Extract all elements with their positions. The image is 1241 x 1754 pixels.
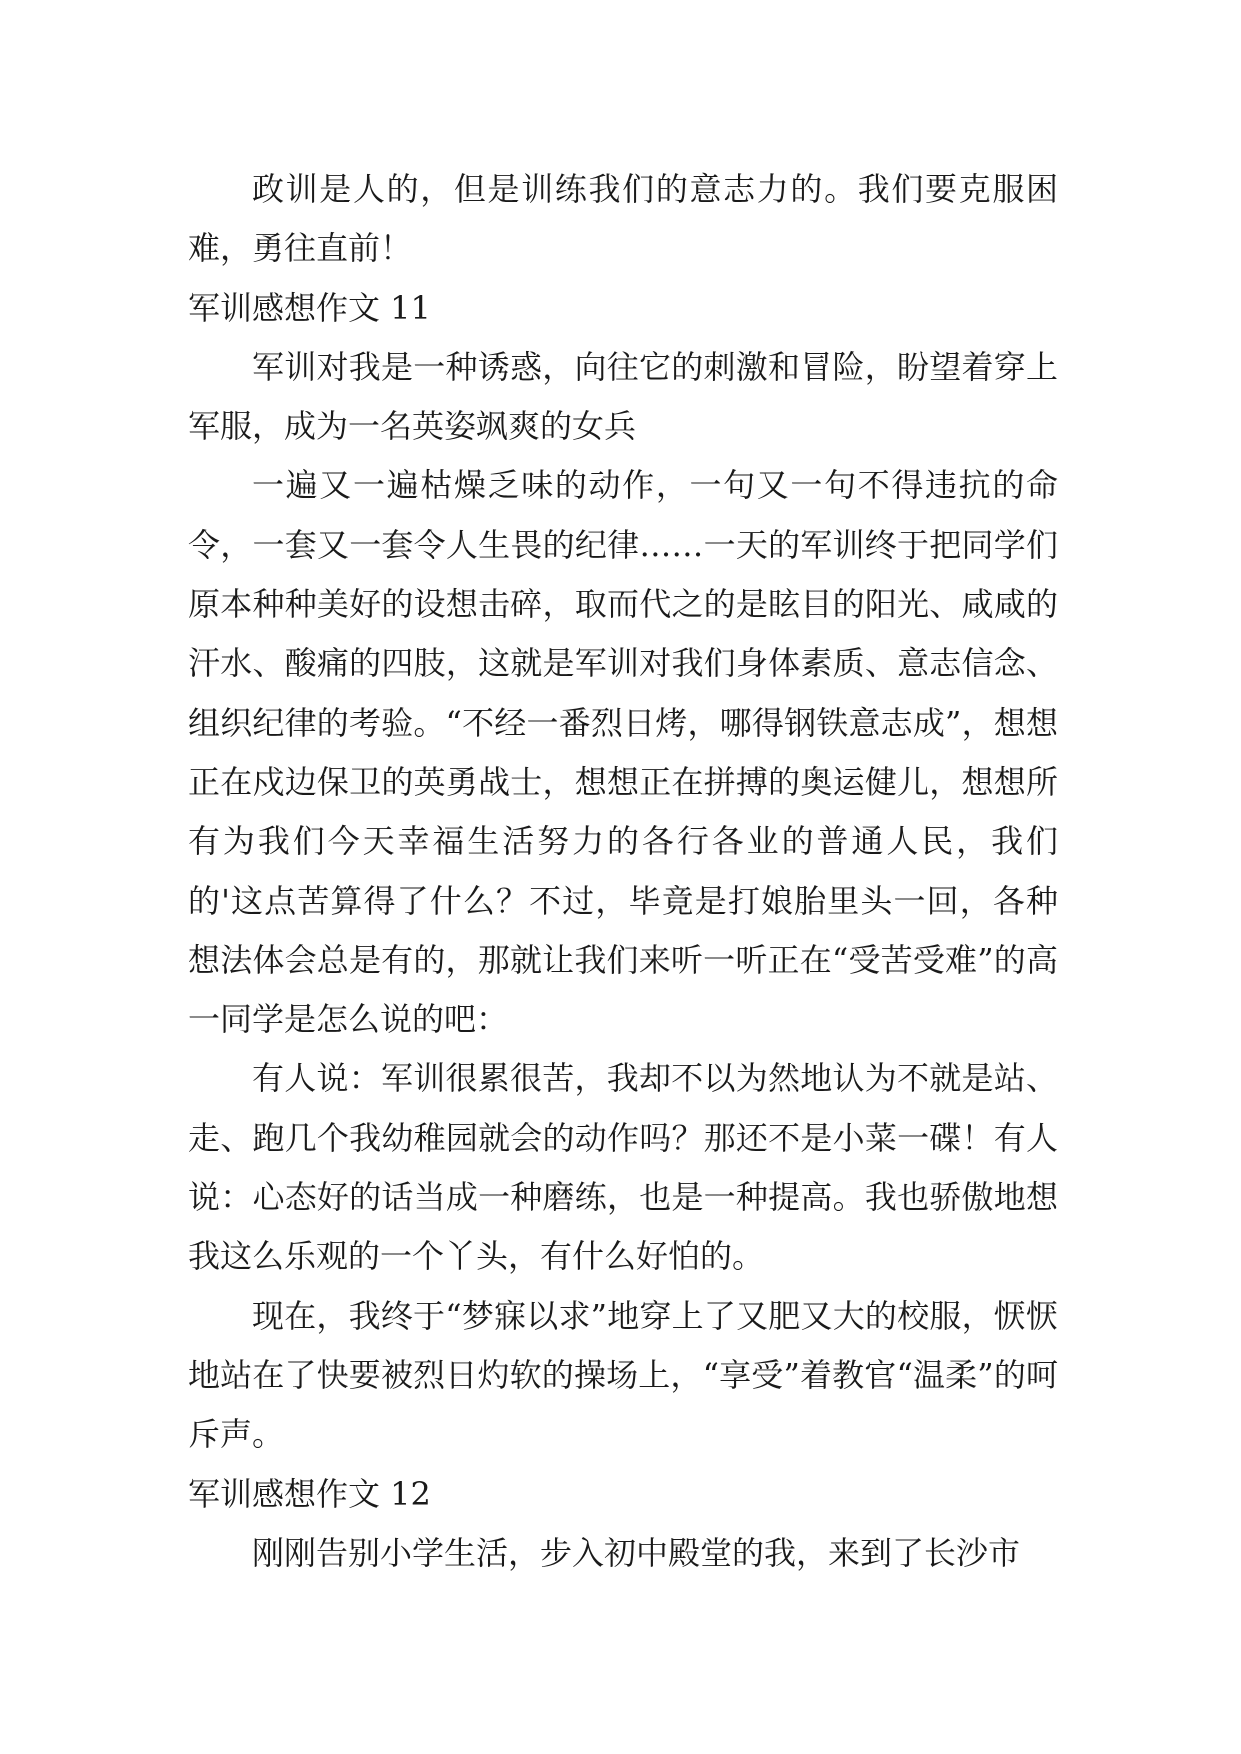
section-heading: 军训感想作文 12 (188, 1474, 431, 1513)
paragraph: 一遍又一遍枯燥乏味的动作，一句又一句不得违抗的命令，一套又一套令人生畏的纪律……一天的军训终于把同学们原本种种美好的设想击碎，取而代之的是眩目的阳光、咸咸的汗水、酸痛的四肢，这就是军训对我们身体素质、意志信念、组织纪律的考验。“不经一番烈日烤，哪得钢铁意志成”，想想正在戍边保卫的英勇战士，想想正在拼搏的奥运健儿，想想所有为我们今天幸福生活努力的各行各业的普通人民，我们的'这点苦算得了什么？不过，毕竟是打娘胎里头一回，各种想法体会总是有的，那就让我们来听一听正在“受苦受难”的高一同学是怎么说的吧： (188, 466, 1058, 1039)
paragraph: 现在，我终于“梦寐以求”地穿上了又肥又大的校服，恹恹地站在了快要被烈日灼软的操场上，“享受”着教官“温柔”的呵斥声。 (188, 1296, 1058, 1454)
section-heading: 军训感想作文 11 (188, 288, 431, 327)
document-body (188, 160, 1058, 1583)
paragraph: 有人说：军训很累很苦，我却不以为然地认为不就是站、走、跑几个我幼稚园就会的动作吗？那还不是小菜一碟！有人说：心态好的话当成一种磨练，也是一种提高。我也骄傲地想我这么乐观的一个丫头，有什么好怕的。 (188, 1059, 1058, 1276)
paragraph: 政训是人的，但是训练我们的意志力的。我们要克服困难，勇往直前！ (188, 170, 1058, 268)
paragraph: 刚刚告别小学生活，步入初中殿堂的我，来到了长沙市 (252, 1533, 1021, 1572)
paragraph: 军训对我是一种诱惑，向往它的刺激和冒险，盼望着穿上军服，成为一名英姿飒爽的女兵 (188, 347, 1058, 446)
